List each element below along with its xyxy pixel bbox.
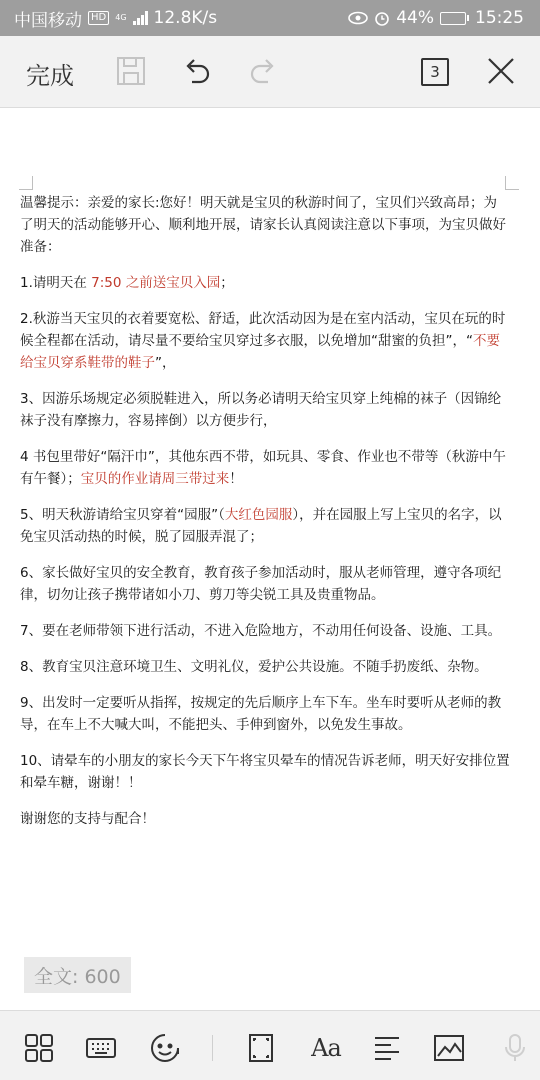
hd-badge: HD — [88, 11, 109, 25]
word-count-badge: 全文: 600 — [24, 957, 131, 993]
paragraph-text: ），并在园服上写上宝贝的名字，以免宝贝活动热的时候，脱了园服弄混了； — [20, 507, 502, 545]
paragraph-text: ； — [220, 275, 234, 291]
network-speed: 12.8K/s — [153, 8, 218, 28]
margin-mark-right — [505, 176, 519, 190]
battery-icon — [440, 12, 469, 25]
microphone-icon[interactable] — [500, 1031, 530, 1065]
eye-icon — [348, 11, 368, 25]
highlighted-text: 大红色园服 — [224, 507, 293, 523]
done-button[interactable]: 完成 — [26, 62, 74, 90]
paragraph-text: 3、因游乐场规定必须脱鞋进入，所以务必请明天给宝贝穿上纯棉的袜子（因锦纶袜子没有摩擦力，容易摔倒）以方便步行， — [20, 391, 502, 429]
status-left — [14, 6, 217, 31]
keyboard-icon[interactable] — [84, 1031, 118, 1065]
paragraph-icon[interactable] — [370, 1031, 404, 1065]
paragraph-text: 9、出发时一定要听从指挥，按规定的先后顺序上车下车。坐车时要听从老师的教导，在车上不大喊大叫，不能把头、手伸到窗外，以免发生事故。 — [20, 695, 502, 733]
highlighted-text: 宝贝的作业请周三带过来 — [80, 471, 230, 487]
paragraph-text: 7、要在老师带领下进行活动，不进入危险地方，不动用任何设备、设施、工具。 — [20, 623, 502, 639]
highlighted-text: 不要给宝贝穿系鞋带的鞋子 — [20, 333, 500, 371]
document-paragraph[interactable] — [20, 750, 510, 794]
document-paragraph[interactable] — [20, 192, 510, 258]
paragraph-text: ！ — [229, 471, 243, 487]
editor-toolbar — [0, 36, 540, 108]
signal-icon — [133, 11, 148, 25]
document-canvas[interactable] — [0, 108, 540, 1010]
document-paragraph[interactable] — [20, 656, 510, 678]
highlighted-text: 7:50 之前送宝贝入园 — [91, 275, 221, 291]
document-paragraph[interactable] — [20, 562, 510, 606]
document-paragraph[interactable] — [20, 308, 510, 374]
document-paragraph[interactable] — [20, 620, 510, 642]
document-body[interactable] — [20, 192, 510, 844]
document-paragraph[interactable] — [20, 808, 510, 830]
document-paragraph[interactable] — [20, 692, 510, 736]
font-style-icon[interactable]: Aa — [311, 1034, 341, 1062]
status-bar — [0, 0, 540, 36]
bottom-toolbar — [0, 1010, 540, 1080]
voice-assistant-icon[interactable] — [148, 1031, 182, 1065]
redo-icon[interactable] — [246, 54, 280, 88]
paragraph-text: 8、教育宝贝注意环境卫生、文明礼仪，爱护公共设施。不随手扔废纸、杂物。 — [20, 659, 488, 675]
margin-mark-left — [19, 176, 33, 190]
document-paragraph[interactable] — [20, 388, 510, 432]
paragraph-text: 温馨提示：亲爱的家长:您好！明天就是宝贝的秋游时间了，宝贝们兴致高昂；为了明天的活动能够开心、顺利地开展，请家长认真阅读注意以下事项，为宝贝做好准备： — [20, 195, 506, 255]
fullscreen-icon[interactable] — [244, 1031, 278, 1065]
network-type: 4G — [115, 13, 127, 22]
document-paragraph[interactable] — [20, 504, 510, 548]
status-right — [348, 8, 524, 28]
paragraph-text: 1.请明天在 — [20, 275, 92, 291]
clock: 15:25 — [475, 8, 524, 28]
paragraph-text: 谢谢您的支持与配合！ — [20, 811, 155, 827]
carrier-label: 中国移动 — [14, 10, 82, 31]
alarm-icon — [374, 10, 390, 26]
document-paragraph[interactable] — [20, 272, 510, 294]
close-icon[interactable] — [484, 54, 518, 88]
paragraph-text: 6、家长做好宝贝的安全教育，教育孩子参加活动时，服从老师管理，遵守各项纪律，切勿让孩子携带诸如小刀、剪刀等尖锐工具及贵重物品。 — [20, 565, 502, 603]
paragraph-text: 5、明天秋游请给宝贝穿着“园服”（ — [20, 507, 225, 523]
undo-icon[interactable] — [180, 54, 214, 88]
save-icon[interactable] — [114, 54, 148, 88]
paragraph-text: ”， — [155, 355, 176, 371]
paragraph-text: 10、请晕车的小朋友的家长今天下午将宝贝晕车的情况告诉老师，明天好安排位置和晕车糖，谢谢！！ — [20, 753, 510, 791]
grid-icon[interactable] — [22, 1031, 56, 1065]
paragraph-text: 2.秋游当天宝贝的衣着要宽松、舒适，此次活动因为是在室内活动，宝贝在玩的时候全程都在活动，请尽量不要给宝贝穿过多衣服，以免增加“甜蜜的负担”，“ — [20, 311, 506, 349]
document-paragraph[interactable] — [20, 446, 510, 490]
page-count-button[interactable]: 3 — [421, 58, 449, 86]
insert-image-icon[interactable] — [432, 1031, 466, 1065]
paragraph-text: 4 书包里带好“隔汗巾”，其他东西不带，如玩具、零食、作业也不带等（秋游中午有午餐）； — [20, 449, 506, 487]
battery-percent: 44% — [396, 8, 434, 28]
toolbar-divider — [212, 1035, 213, 1061]
